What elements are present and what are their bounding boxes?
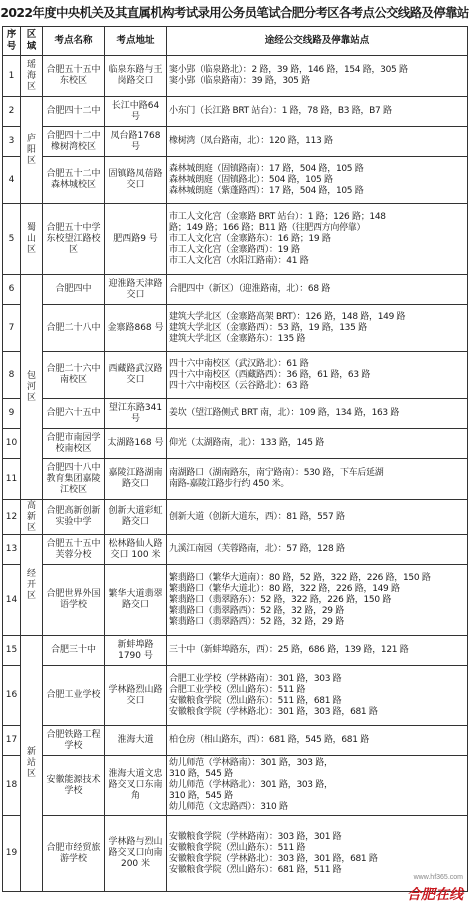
bus-stop-line: 建筑大学北区（金寨路西）：53 路，19 路，135 路	[169, 322, 367, 333]
bus-routes-cell	[167, 565, 468, 636]
site-name: 合肥四十二中	[43, 97, 105, 127]
bus-stop-line: 310 路，545 路	[169, 769, 233, 779]
site-address: 肥西路9 号	[105, 204, 167, 275]
row-number: 9	[3, 399, 21, 429]
bus-stop-line: 窦小郢（临泉路南）：39 路，305 路	[169, 76, 310, 86]
row-number: 15	[3, 636, 21, 666]
row-number: 10	[3, 429, 21, 459]
district-cell: 瑶海区	[21, 56, 43, 97]
bus-routes-cell	[167, 500, 468, 535]
bus-routes-cell	[167, 399, 468, 429]
site-address: 嘉陵江路湖南路交口	[105, 459, 167, 500]
bus-stop-line: 森林城朗庭（紫蓬路西）：17 路，504 路，105 路	[169, 185, 364, 196]
bus-stop-line: 森林城朗庭（固镇路南）：17 路，504 路，105 路	[169, 163, 364, 174]
header-site-name: 考点名称	[43, 27, 105, 56]
bus-stop-line: 安徽粮食学院（烈山路东）：681 路，511 路	[169, 864, 342, 875]
site-name: 合肥五十中学东校望江路校区	[43, 204, 105, 275]
bus-stop-line: 繁翡路口（翡翠路西）：52 路，32 路，29 路	[169, 616, 344, 627]
table-row	[3, 726, 468, 756]
bus-stop-line: 仰光（太湖路南，北）：133 路，145 路	[169, 438, 324, 448]
bus-stop-line: 安徽粮食学院（学林路南）：303 路，301 路	[169, 831, 342, 842]
bus-stop-line: 路；149 路；166 路；B11 路（往肥西方向停靠）	[169, 222, 366, 233]
bus-routes-cell	[167, 429, 468, 459]
district-cell: 新站区	[21, 636, 43, 892]
bus-stop-line: 安徽粮食学院（学林路北）：303 路，301 路，681 路	[169, 853, 378, 864]
table-row	[3, 429, 468, 459]
table-row	[3, 535, 468, 565]
header-district: 区域	[21, 27, 43, 56]
site-address: 太湖路168 号	[105, 429, 167, 459]
bus-stop-line: 四十六中南校区（云谷路北）：63 路	[169, 380, 309, 391]
site-address: 淮海大道	[105, 726, 167, 756]
district-cell: 包河区	[21, 275, 43, 500]
bus-stop-line: 安徽粮食学院（学林路北）：301 路，303 路，681 路	[169, 706, 378, 717]
site-name: 合肥高新创新实验中学	[43, 500, 105, 535]
header-bus-routes: 途经公交线路及停靠站点	[167, 27, 468, 56]
exam-sites-table	[2, 26, 468, 892]
bus-routes-cell	[167, 535, 468, 565]
site-address: 金寨路868 号	[105, 305, 167, 352]
bus-stop-line: 安徽粮食学院（烈山路东）：511 路，681 路	[169, 695, 342, 706]
bus-routes-cell	[167, 459, 468, 500]
table-row	[3, 352, 468, 399]
site-name: 合肥四十二中橡树湾校区	[43, 127, 105, 157]
bus-stop-line: 繁翡路口（繁华大道南）：80 路，52 路，322 路，226 路，150 路	[169, 572, 431, 583]
site-address: 凤台路1768 号	[105, 127, 167, 157]
bus-stop-line: 市工人文化宫（金寨路西）：19 路	[169, 244, 300, 255]
site-name: 合肥四十八中教育集团嘉陵江校区	[43, 459, 105, 500]
site-name: 合肥四中	[43, 275, 105, 305]
site-name: 合肥二十六中南校区	[43, 352, 105, 399]
row-number: 4	[3, 157, 21, 204]
bus-stop-line: 市工人文化宫（金寨路 BRT 站台）：1 路；126 路；148	[169, 211, 386, 222]
bus-routes-cell	[167, 275, 468, 305]
bus-routes-cell	[167, 666, 468, 726]
site-name: 合肥五十五中东校区	[43, 56, 105, 97]
site-address: 松林路仙人路交口 100 米	[105, 535, 167, 565]
site-name: 合肥六十五中	[43, 399, 105, 429]
bus-stop-line: 九溪江南园（芙蓉路南，北）：57 路，128 路	[169, 544, 345, 554]
bus-routes-cell	[167, 127, 468, 157]
district-cell: 高新区	[21, 500, 43, 535]
row-number: 2	[3, 97, 21, 127]
bus-routes-cell	[167, 97, 468, 127]
bus-stop-line: 幼儿师范（学林路南）：301 路，303 路，	[169, 758, 333, 768]
site-address: 西藏路武汉路交口	[105, 352, 167, 399]
row-number: 3	[3, 127, 21, 157]
site-address: 望江东路341 号	[105, 399, 167, 429]
site-name: 合肥铁路工程学校	[43, 726, 105, 756]
bus-routes-cell	[167, 204, 468, 275]
row-number: 6	[3, 275, 21, 305]
bus-routes-cell	[167, 56, 468, 97]
table-row	[3, 565, 468, 636]
row-number: 8	[3, 352, 21, 399]
table-row	[3, 305, 468, 352]
table-row	[3, 500, 468, 535]
site-name: 合肥五十二中森林城校区	[43, 157, 105, 204]
site-address: 长江中路64 号	[105, 97, 167, 127]
site-logo: 合肥在线	[407, 887, 463, 903]
site-name: 合肥五十五中芙蓉分校	[43, 535, 105, 565]
table-row	[3, 816, 468, 892]
header-no: 序号	[3, 27, 21, 56]
row-number: 16	[3, 666, 21, 726]
bus-stop-line: 四十六中南校区（武汉路北）：61 路	[169, 358, 309, 369]
district-cell: 蜀山区	[21, 204, 43, 275]
table-row	[3, 666, 468, 726]
table-row	[3, 97, 468, 127]
bus-stop-line: 橡树湾（凤台路南，北）：120 路，113 路	[169, 136, 333, 146]
site-address: 临泉东路与王岗路交口	[105, 56, 167, 97]
bus-stop-line: 柏仓房（相山路东，西）：681 路，545 路，681 路	[169, 735, 369, 745]
site-name: 合肥市经贸旅游学校	[43, 816, 105, 892]
table-header-row	[3, 27, 468, 56]
site-name: 合肥二十八中	[43, 305, 105, 352]
district-cell: 经开区	[21, 535, 43, 636]
bus-stop-line: 幼儿师范（文忠路西）：310 路	[169, 802, 288, 812]
table-row	[3, 459, 468, 500]
bus-stop-line: 南路-嘉陵江路步行约 450 米。	[169, 479, 290, 489]
table-row	[3, 636, 468, 666]
row-number: 12	[3, 500, 21, 535]
site-address: 繁华大道翡翠路交口	[105, 565, 167, 636]
bus-routes-cell	[167, 726, 468, 756]
row-number: 17	[3, 726, 21, 756]
site-name: 安徽能源技术学校	[43, 756, 105, 816]
bus-stop-line: 姜坎（望江路侧式 BRT 南，北）：109 路，134 路，163 路	[169, 408, 400, 418]
site-name: 合肥三十中	[43, 636, 105, 666]
bus-stop-line: 小东门（长江路 BRT 站台）：1 路，78 路，B3 路，B7 路	[169, 106, 392, 116]
bus-stop-line: 市工人文化宫（金寨路东）：16 路；19 路	[169, 233, 331, 244]
bus-stop-line: 三十中（新蚌埠路东，西）：25 路，686 路，139 路，121 路	[169, 645, 409, 655]
bus-stop-line: 繁翡路口（翡翠路东）：52 路，322 路，226 路，150 路	[169, 594, 392, 605]
bus-routes-cell	[167, 157, 468, 204]
site-address: 淮海大道文忠路交叉口东南角	[105, 756, 167, 816]
bus-routes-cell	[167, 305, 468, 352]
bus-routes-cell	[167, 352, 468, 399]
bus-stop-line: 四十六中南校区（西藏路西）：36 路，61 路，63 路	[169, 369, 371, 380]
table-row	[3, 399, 468, 429]
row-number: 11	[3, 459, 21, 500]
bus-stop-line: 繁翡路口（翡翠路西）：52 路，32 路，29 路	[169, 605, 344, 616]
row-number: 1	[3, 56, 21, 97]
table-row	[3, 127, 468, 157]
header-site-address: 考点地址	[105, 27, 167, 56]
row-number: 18	[3, 756, 21, 816]
page-title: 2022年度中央机关及其直属机构考试录用公务员笔试合肥分考区各考点公交线路及停靠站	[0, 5, 469, 20]
row-number: 7	[3, 305, 21, 352]
row-number: 5	[3, 204, 21, 275]
site-address: 迎淮路天津路交口	[105, 275, 167, 305]
bus-stop-line: 创新大道（创新大道东，西）：81 路，557 路	[169, 511, 345, 522]
bus-stop-line: 合肥工业学校（学林路南）：301 路，303 路	[169, 673, 342, 684]
table-row	[3, 157, 468, 204]
site-address: 固镇路凤蓓路交口	[105, 157, 167, 204]
bus-stop-line: 幼儿师范（学林路北）：301 路，303 路，	[169, 780, 333, 790]
bus-stop-line: 310 路，545 路	[169, 791, 233, 801]
bus-stop-line: 合肥四中（新区）（迎淮路南，北）：68 路	[169, 284, 331, 294]
bus-stop-line: 市工人文化宫（水阳江路南）：41 路	[169, 255, 309, 266]
site-name: 合肥世界外国语学校	[43, 565, 105, 636]
bus-stop-line: 窦小郢（临泉路北）：2 路，39 路，146 路，154 路，305 路	[169, 65, 408, 75]
row-number: 13	[3, 535, 21, 565]
row-number: 19	[3, 816, 21, 892]
table-row	[3, 56, 468, 97]
site-address: 学林路烈山路交口	[105, 666, 167, 726]
table-row	[3, 756, 468, 816]
table-row	[3, 275, 468, 305]
watermark: www.hf365.com	[413, 874, 463, 881]
bus-routes-cell	[167, 756, 468, 816]
bus-stop-line: 安徽粮食学院（烈山路东）：511 路	[169, 842, 306, 853]
bus-stop-line: 森林城朗庭（固镇路北）：504 路，105 路	[169, 174, 333, 185]
bus-stop-line: 繁翡路口（繁华大道北）：80 路，322 路，226 路，149 路	[169, 583, 400, 594]
bus-routes-cell	[167, 636, 468, 666]
district-cell: 庐阳区	[21, 97, 43, 204]
bus-stop-line: 建筑大学北区（金寨路高架 BRT）：126 路，148 路，149 路	[169, 311, 406, 322]
site-name: 合肥工业学校	[43, 666, 105, 726]
site-address: 学林路与烈山路交叉口向南 200 米	[105, 816, 167, 892]
row-number: 14	[3, 565, 21, 636]
site-address: 新蚌埠路1790 号	[105, 636, 167, 666]
bus-stop-line: 建筑大学北区（金寨路东）：135 路	[169, 333, 306, 344]
table-row	[3, 204, 468, 275]
bus-stop-line: 合肥工业学校（烈山路东）：511 路	[169, 684, 306, 695]
bus-stop-line: 南湖路口（湖南路东，南宁路南）：530 路，下车后延湖	[169, 468, 384, 478]
site-name: 合肥市南园学校南校区	[43, 429, 105, 459]
site-address: 创新大道彩虹路交口	[105, 500, 167, 535]
